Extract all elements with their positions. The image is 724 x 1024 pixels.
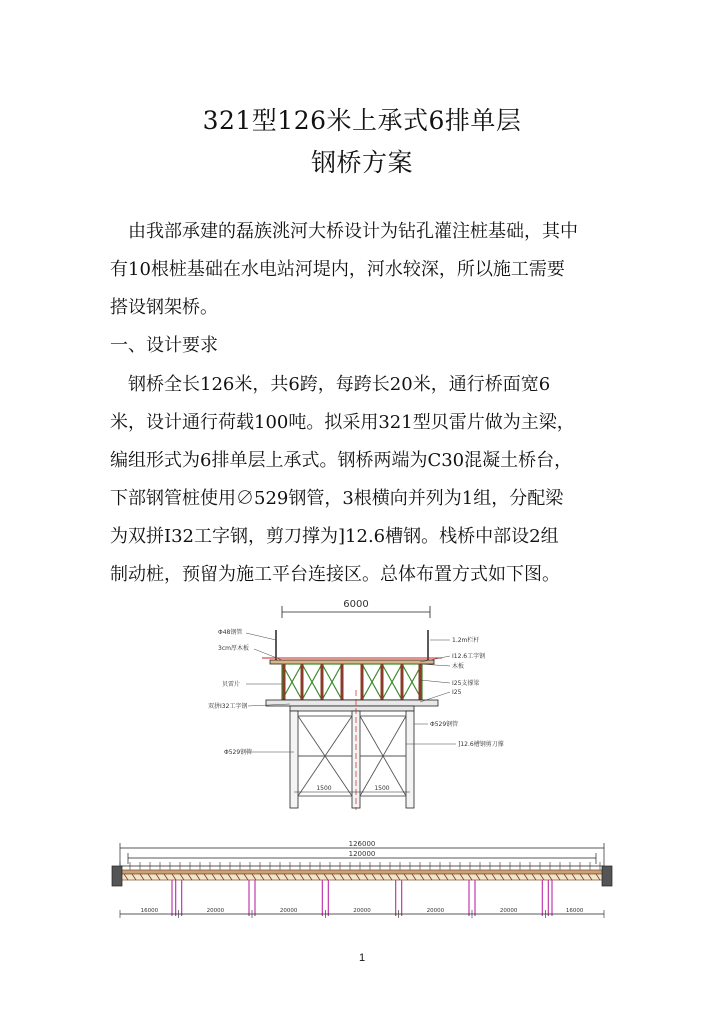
- section-heading: 一、设计要求: [110, 335, 218, 356]
- drawing-label: 3cm厚木板: [218, 645, 249, 652]
- span-dimension-label: 20000: [499, 908, 518, 914]
- truss-member: [356, 874, 360, 880]
- drawing-label: I25支撑梁: [452, 680, 480, 687]
- truss-member: [124, 874, 128, 880]
- truss-member: [428, 874, 432, 880]
- truss-member: [420, 874, 424, 880]
- truss-member: [268, 874, 272, 880]
- truss-member: [596, 874, 600, 880]
- span-dimension-label: 20000: [279, 908, 298, 914]
- truss-member: [524, 874, 528, 880]
- truss-member: [444, 874, 448, 880]
- truss-member: [508, 874, 512, 880]
- truss-member: [388, 874, 392, 880]
- truss-member: [172, 874, 176, 880]
- truss-member: [580, 874, 584, 880]
- truss-member: [140, 874, 144, 880]
- truss-member: [164, 874, 168, 880]
- document-title-line1: 321型126米上承式6排单层: [202, 106, 522, 135]
- dimension-label: 120000: [348, 850, 376, 858]
- intro-paragraph: [110, 213, 620, 327]
- truss-member: [340, 874, 344, 880]
- truss-member: [156, 874, 160, 880]
- elevation-drawing: [112, 840, 612, 918]
- drawing-label: Φ529钢管: [430, 721, 459, 728]
- truss-member: [484, 874, 488, 880]
- drawing-label: ]12.6槽钢剪刀撑: [458, 741, 504, 748]
- truss-member: [260, 874, 264, 880]
- truss-member: [348, 874, 352, 880]
- truss-member: [132, 874, 136, 880]
- truss-member: [372, 874, 376, 880]
- truss-member: [308, 874, 312, 880]
- dimension-label: 1500: [374, 785, 390, 792]
- truss-member: [396, 874, 400, 880]
- truss-member: [228, 874, 232, 880]
- truss-member: [516, 874, 520, 880]
- truss-member: [300, 874, 304, 880]
- truss-member: [196, 874, 200, 880]
- document-title-line2: 钢桥方案: [310, 148, 413, 177]
- truss-member: [380, 874, 384, 880]
- truss-member: [276, 874, 280, 880]
- truss-member: [324, 874, 328, 880]
- truss-member: [492, 874, 496, 880]
- paragraph-line: 米，设计通行荷载100吨。拟采用321型贝雷片做为主梁，: [110, 412, 575, 433]
- truss-member: [548, 874, 552, 880]
- truss-member: [148, 874, 152, 880]
- paragraph-line: 钢桥全长126米，共6跨，每跨长20米，通行桥面宽6: [128, 374, 551, 395]
- drawing-label: 双拼I32工字钢: [208, 703, 248, 710]
- truss-member: [212, 874, 216, 880]
- paragraph-line: 有10根桩基础在水电站河堤内，河水较深，所以施工需要: [110, 259, 565, 280]
- dimension-label: 1500: [316, 785, 332, 792]
- truss-member: [436, 874, 440, 880]
- truss-member: [500, 874, 504, 880]
- truss-member: [204, 874, 208, 880]
- drawing-label: Φ529钢管: [224, 749, 253, 756]
- truss-member: [540, 874, 544, 880]
- truss-member: [468, 874, 472, 880]
- truss-member: [188, 874, 192, 880]
- truss-member: [476, 874, 480, 880]
- span-dimension-label: 16000: [140, 908, 159, 914]
- drawing-label: I25: [452, 689, 462, 696]
- truss-member: [556, 874, 560, 880]
- truss-member: [412, 874, 416, 880]
- drawing-label: 1.2m栏杆: [452, 637, 480, 644]
- drawing-label: 贝雷片: [222, 681, 241, 688]
- truss-member: [252, 874, 256, 880]
- truss-member: [588, 874, 592, 880]
- truss-member: [316, 874, 320, 880]
- truss-member: [572, 874, 576, 880]
- drawing-label: I12.6工字钢: [452, 653, 486, 660]
- paragraph-line: 搭设钢架桥。: [110, 297, 218, 318]
- paragraph-line: 由我部承建的磊族洮河大桥设计为钻孔灌注桩基础，其中: [128, 221, 578, 242]
- truss-member: [180, 874, 184, 880]
- truss-member: [292, 874, 296, 880]
- paragraph-line: 下部钢管桩使用∅529钢管，3根横向并列为1组，分配梁: [110, 488, 564, 509]
- paragraph-line: 编组形式为6排单层上承式。钢桥两端为C30混凝土桥台，: [110, 450, 573, 471]
- span-dimension-label: 20000: [206, 908, 225, 914]
- drawing-label: Φ48钢管: [218, 629, 243, 636]
- paragraph-line: 制动桩，预留为施工平台连接区。总体布置方式如下图。: [110, 564, 560, 585]
- dimension-label: 126000: [348, 840, 376, 848]
- truss-member: [332, 874, 336, 880]
- span-dimension-label: 20000: [426, 908, 445, 914]
- page-number: 1: [358, 952, 366, 964]
- span-dimension-label: 20000: [353, 908, 371, 914]
- truss-member: [244, 874, 248, 880]
- truss-member: [564, 874, 568, 880]
- cross-section-drawing: [208, 599, 504, 810]
- truss-member: [236, 874, 240, 880]
- truss-member: [452, 874, 456, 880]
- truss-member: [532, 874, 536, 880]
- truss-member: [364, 874, 368, 880]
- drawing-label: 木板: [452, 663, 465, 670]
- truss-member: [460, 874, 464, 880]
- design-requirements-paragraph: [110, 366, 620, 594]
- dimension-label: 6000: [343, 599, 369, 610]
- truss-member: [404, 874, 408, 880]
- span-dimension-label: 16000: [565, 908, 584, 914]
- paragraph-line: 为双拼I32工字钢，剪刀撑为]12.6槽钢。栈桥中部设2组: [110, 526, 559, 547]
- truss-member: [284, 874, 288, 880]
- truss-member: [220, 874, 224, 880]
